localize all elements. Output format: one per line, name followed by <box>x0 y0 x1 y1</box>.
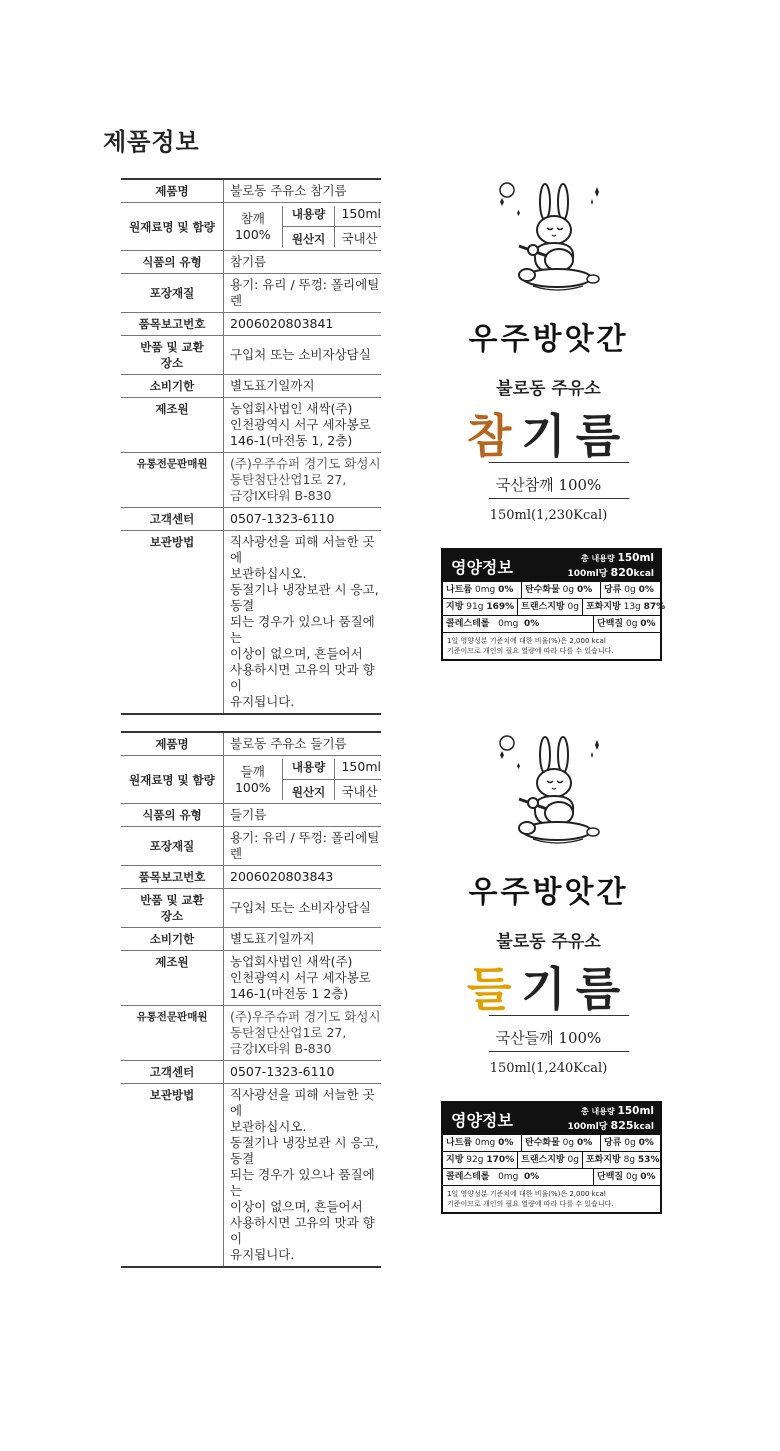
nutrition-footnote: 기준이므로 개인의 필요 열량에 따라 다를 수 있습니다. <box>447 1200 614 1208</box>
field-value: 2006020803843 <box>224 866 382 889</box>
field-label: 소비기한 <box>121 375 224 398</box>
field-label: 식품의 유형 <box>121 804 224 827</box>
field-value: 0507-1323-6110 <box>224 508 382 531</box>
storage-line: 되는 경우가 있으나 품질에는 <box>230 1167 375 1198</box>
nutrient-amount: 0g <box>562 585 575 595</box>
field-label: 제조원 <box>121 398 224 453</box>
table-row <box>121 756 381 804</box>
nutrient-name: 콜레스테롤 <box>446 619 490 629</box>
nutrient-amount: 0mg <box>498 1172 519 1182</box>
nutrient-amount: 0mg <box>498 619 519 629</box>
nutrient-pct: 0% <box>640 1172 656 1182</box>
nutrient-name: 지방 <box>446 1155 464 1165</box>
nutrient-pct: 170% <box>486 1155 515 1165</box>
nutrient-name: 당류 <box>604 1138 622 1148</box>
nutrient-amount: 0g <box>567 1155 579 1165</box>
nutrient-name: 트랜스지방 <box>521 1155 565 1165</box>
field-label: 원산지 <box>282 227 335 248</box>
field-label: 원산지 <box>282 780 335 801</box>
kcal-value: 820 <box>610 566 634 579</box>
table-row <box>121 274 381 313</box>
field-label: 제조원 <box>121 951 224 1006</box>
ingredient-pct: 100% <box>234 779 271 795</box>
field-label: 반품 및 교환장소 <box>121 336 224 375</box>
nutrient-name: 지방 <box>446 602 464 612</box>
field-label: 제품명 <box>121 179 224 203</box>
nutrient-pct: 0% <box>576 1138 593 1148</box>
field-value: 동탄첨단산업1로 27, <box>230 472 347 487</box>
nutrient-amount: 0mg <box>474 1138 496 1148</box>
field-value: (주)우주슈퍼 경기도 화성시 <box>230 1009 381 1024</box>
field-label: 유통전문판매원 <box>121 1006 224 1061</box>
nutrient-pct: 0% <box>638 585 654 595</box>
nutrition-title: 영양정보 <box>451 1111 513 1130</box>
field-label: 고객센터 <box>121 1061 224 1084</box>
storage-line: 보관하십시오. <box>230 566 307 581</box>
field-value: 농업회사법인 새싹(주) <box>230 401 353 416</box>
volume-value: 150ml <box>335 759 381 780</box>
field-value: 별도표기일까지 <box>224 375 382 398</box>
divider <box>489 462 629 463</box>
sub-brand: 불로동 주유소 <box>496 932 601 952</box>
nutrient-amount: 0g <box>624 585 636 595</box>
table-row <box>121 398 381 453</box>
nutrient-amount: 92g <box>466 1155 484 1165</box>
nutrition-footnote: 1일 영양성분 기준치에 대한 비율(%)은 2,000 kcal <box>447 637 606 645</box>
field-label: 유통전문판매원 <box>121 453 224 508</box>
volume-value: 150ml <box>335 206 381 227</box>
divider <box>489 498 629 499</box>
table-row <box>121 889 381 928</box>
nutrient-amount: 8g <box>623 1155 636 1165</box>
product-name <box>441 953 656 1019</box>
table-row <box>121 866 381 889</box>
ingredient-value: 들깨 <box>240 763 265 779</box>
nutrition-row <box>443 599 666 616</box>
kcal-unit: kcal <box>633 1122 654 1132</box>
nutrition-row <box>443 582 660 599</box>
product-name-accent: 참 <box>466 409 522 463</box>
field-value: 불로동 주유소 참기름 <box>224 179 382 203</box>
nutrient-pct: 53% <box>637 1155 660 1165</box>
ingredient-pct: 100% <box>234 226 271 242</box>
nutrient-pct: 0% <box>524 1172 540 1182</box>
table-row <box>121 313 381 336</box>
table-row <box>121 1006 381 1061</box>
nutrient-name: 단백질 <box>597 1172 624 1182</box>
nutrient-pct: 87% <box>643 602 666 612</box>
storage-line: 사용하시면 고유의 맛과 향이 <box>230 662 375 693</box>
field-label: 고객센터 <box>121 508 224 531</box>
nutrition-row <box>443 1135 660 1152</box>
field-label: 내용량 <box>282 206 335 227</box>
nutrition-row <box>443 1152 660 1169</box>
field-value: 들기름 <box>224 804 382 827</box>
nutrient-amount: 0g <box>625 1172 638 1182</box>
field-label: 소비기한 <box>121 928 224 951</box>
field-label: 내용량 <box>282 759 335 780</box>
volume-text: 150ml(1,230Kcal) <box>489 508 608 523</box>
storage-line: 이상이 없으며, 흔들어서 <box>230 1199 363 1214</box>
volume-text: 150ml(1,240Kcal) <box>489 1061 608 1076</box>
per-label: 100ml당 <box>567 569 608 579</box>
nutrient-amount: 0mg <box>474 585 496 595</box>
nutrition-title: 영양정보 <box>451 558 513 577</box>
nutrient-name: 나트륨 <box>446 1138 473 1148</box>
nutrient-name: 포화지방 <box>585 1155 621 1165</box>
storage-line: 사용하시면 고유의 맛과 향이 <box>230 1215 375 1246</box>
storage-line: 되는 경우가 있으나 품질에는 <box>230 614 375 645</box>
storage-line: 동절기나 냉장보관 시 응고, 동결 <box>230 1135 379 1166</box>
field-value: 별도표기일까지 <box>224 928 382 951</box>
brand-name: 우주방앗간 <box>468 875 629 910</box>
divider <box>489 1015 629 1016</box>
field-value: 구입처 또는 소비자상담실 <box>224 336 382 375</box>
field-label: 식품의 유형 <box>121 251 224 274</box>
field-value: 구입처 또는 소비자상담실 <box>224 889 382 928</box>
field-label: 포장재질 <box>121 274 224 313</box>
nutrient-name: 탄수화물 <box>525 1138 560 1148</box>
storage-line: 유지됩니다. <box>230 1247 295 1262</box>
product-info-table <box>121 731 381 1268</box>
storage-line: 동절기나 냉장보관 시 응고, 동결 <box>230 582 379 613</box>
total-label: 총 내용량 <box>581 554 615 563</box>
nutrient-amount: 0g <box>624 1138 636 1148</box>
kcal-unit: kcal <box>633 569 654 579</box>
page-title: 제품정보 <box>103 128 200 156</box>
field-value: 금강IX타워 B-830 <box>230 1041 332 1056</box>
nutrient-amount: 0g <box>567 602 579 612</box>
nutrient-pct: 0% <box>640 619 656 629</box>
field-label: 포장재질 <box>121 827 224 866</box>
nutrient-amount: 0g <box>562 1138 575 1148</box>
table-row <box>121 1084 381 1268</box>
table-row <box>121 508 381 531</box>
field-value: 참기름 <box>224 251 382 274</box>
sub-brand: 불로동 주유소 <box>496 379 601 399</box>
nutrient-pct: 0% <box>638 1138 654 1148</box>
table-row <box>121 179 381 203</box>
field-label: 보관방법 <box>121 1084 224 1268</box>
nutrient-name: 탄수화물 <box>525 585 560 595</box>
kcal-value: 825 <box>610 1119 634 1132</box>
nutrition-facts <box>441 548 666 661</box>
field-value: 인천광역시 서구 세자봉로 <box>230 417 371 432</box>
origin-text: 국산참깨 100% <box>495 476 602 494</box>
nutrient-pct: 0% <box>524 619 540 629</box>
total-label: 총 내용량 <box>581 1107 615 1116</box>
divider <box>489 1051 629 1052</box>
table-row <box>121 531 381 715</box>
field-value: 146-1(마전동 1 2층) <box>230 986 349 1001</box>
nutrient-pct: 0% <box>498 1138 514 1148</box>
nutrition-footnote: 기준이므로 개인의 필요 열량에 따라 다를 수 있습니다. <box>447 647 614 655</box>
nutrient-pct: 0% <box>576 585 593 595</box>
field-value: 인천광역시 서구 세자봉로 <box>230 970 371 985</box>
nutrient-name: 트랜스지방 <box>521 602 565 612</box>
storage-line: 유지됩니다. <box>230 694 295 709</box>
nutrition-footnote: 1일 영양성분 기준치에 대한 비율(%)은 2,000 kcal <box>447 1190 606 1198</box>
nutrient-amount: 91g <box>466 602 484 612</box>
table-row <box>121 203 381 251</box>
field-value: 불로동 주유소 들기름 <box>224 732 382 756</box>
table-row <box>121 827 381 866</box>
field-label: 품목보고번호 <box>121 313 224 336</box>
field-label: 품목보고번호 <box>121 866 224 889</box>
nutrient-pct: 169% <box>486 602 515 612</box>
nutrient-name: 당류 <box>604 585 622 595</box>
table-row <box>121 732 381 756</box>
storage-line: 이상이 없으며, 흔들어서 <box>230 646 363 661</box>
table-row <box>121 375 381 398</box>
nutrition-facts <box>441 1101 662 1214</box>
field-value: 용기: 유리 / 뚜껑: 폴리에틸렌 <box>224 827 382 866</box>
per-label: 100ml당 <box>567 1122 608 1132</box>
field-label: 제품명 <box>121 732 224 756</box>
nutrition-row <box>443 1169 660 1186</box>
nutrition-row <box>443 616 660 633</box>
field-value: (주)우주슈퍼 경기도 화성시 <box>230 456 381 471</box>
nutrient-name: 단백질 <box>597 619 624 629</box>
origin-text: 국산들깨 100% <box>495 1029 602 1047</box>
total-value: 150ml <box>617 552 654 564</box>
total-value: 150ml <box>617 1105 654 1117</box>
field-value: 금강IX타워 B-830 <box>230 488 332 503</box>
field-value: 2006020803841 <box>224 313 382 336</box>
field-value: 0507-1323-6110 <box>224 1061 382 1084</box>
storage-line: 보관하십시오. <box>230 1119 307 1134</box>
product-name-rest: 기름 <box>521 409 631 463</box>
field-value: 146-1(마전동 1, 2층) <box>230 433 353 448</box>
field-label: 보관방법 <box>121 531 224 715</box>
brand-name: 우주방앗간 <box>468 322 629 357</box>
origin-value: 국내산 <box>341 784 378 799</box>
product-name <box>441 400 656 466</box>
nutrient-amount: 0g <box>625 619 638 629</box>
product-info-table <box>121 178 381 715</box>
product-name-accent: 들 <box>466 962 522 1016</box>
table-row <box>121 251 381 274</box>
nutrient-pct: 0% <box>498 585 514 595</box>
field-label: 반품 및 교환장소 <box>121 889 224 928</box>
table-row <box>121 336 381 375</box>
nutrient-amount: 13g <box>623 602 641 612</box>
rabbit-logo-icon <box>497 178 607 298</box>
table-row <box>121 951 381 1006</box>
rabbit-logo-icon <box>497 731 607 851</box>
storage-line: 직사광선을 피해 서늘한 곳에 <box>230 1087 375 1118</box>
ingredient-value: 참깨 <box>240 210 265 226</box>
field-label: 원재료명 및 함량 <box>121 756 224 804</box>
nutrient-name: 포화지방 <box>585 602 621 612</box>
table-row <box>121 1061 381 1084</box>
table-row <box>121 804 381 827</box>
table-row <box>121 928 381 951</box>
origin-value: 국내산 <box>341 231 378 246</box>
field-value: 농업회사법인 새싹(주) <box>230 954 353 969</box>
field-value: 용기: 유리 / 뚜껑: 폴리에틸렌 <box>224 274 382 313</box>
nutrient-name: 나트륨 <box>446 585 473 595</box>
product-name-rest: 기름 <box>521 962 631 1016</box>
storage-line: 직사광선을 피해 서늘한 곳에 <box>230 534 375 565</box>
field-label: 원재료명 및 함량 <box>121 203 224 251</box>
nutrient-name: 콜레스테롤 <box>446 1172 490 1182</box>
table-row <box>121 453 381 508</box>
field-value: 동탄첨단산업1로 27, <box>230 1025 347 1040</box>
